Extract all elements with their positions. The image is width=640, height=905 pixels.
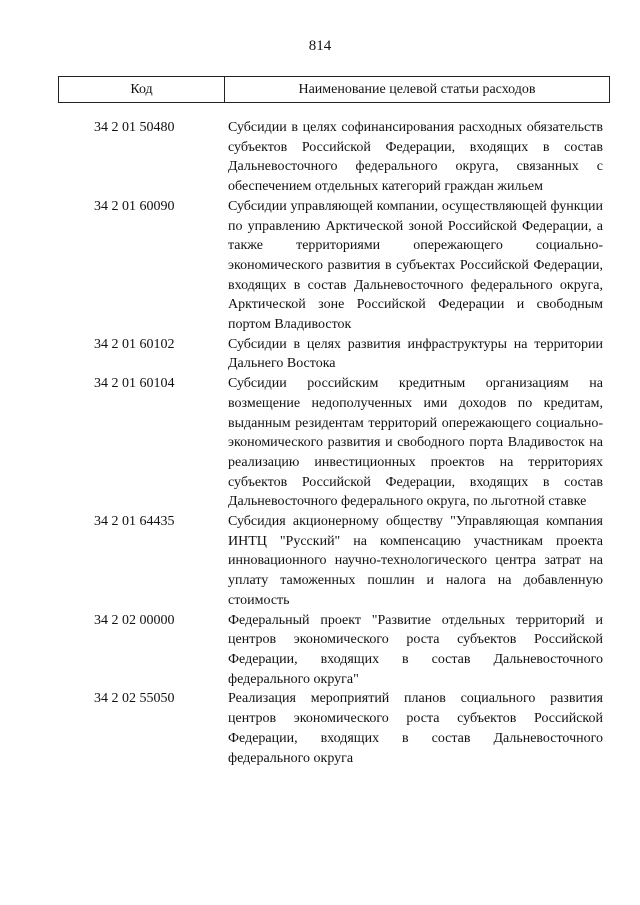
row-code: 34 2 01 50480 xyxy=(94,120,175,135)
row-description: Субсидии в целях развития инфраструктуры на территории Дальнего Востока xyxy=(228,336,603,372)
table-row xyxy=(0,512,640,611)
row-code: 34 2 01 60090 xyxy=(94,198,175,214)
row-description: Субсидии в целях софинансирования расходных обязательств субъектов Российской Федерации, входящих в состав Дальневосточного федерального округа, связанных с обеспечением отдельных категорий граждан жильем xyxy=(228,120,603,195)
row-description: Субсидии управляющей компании, осуществляющей функции по управлению Арктической зоной Российской Федерации, а также территориями опережающего социально-экономического развития в субъектах Российской Федерации, входящих в состав Дальневосточного федерального округа, Арктической зоне Российской Федерации и свободным портом Владивосток xyxy=(228,198,603,333)
page-number: 814 xyxy=(308,38,332,54)
row-code: 34 2 01 60102 xyxy=(94,336,175,352)
row-description: Федеральный проект "Развитие отдельных территорий и центров экономического роста субъектов Российской Федерации, входящих в состав Дальневосточного федерального округа" xyxy=(228,612,603,687)
row-description: Субсидия акционерному обществу "Управляющая компания ИНТЦ "Русский" на компенсацию участникам проекта инновационного научно-технологического центра затрат на уплату таможенных пошлин и налога на добавленную стоимость xyxy=(228,514,603,608)
table-row xyxy=(0,335,640,374)
header-code: Код xyxy=(59,77,225,102)
row-code: 34 2 01 60104 xyxy=(94,376,175,392)
row-code: 34 2 02 00000 xyxy=(94,612,175,628)
row-code: 34 2 02 55050 xyxy=(94,691,175,707)
row-description: Реализация мероприятий планов социального развития центров экономического роста субъектов Российской Федерации, входящих в состав Дальневосточного федерального округа xyxy=(228,691,603,766)
table-row xyxy=(0,118,640,197)
header-name: Наименование целевой статьи расходов xyxy=(298,81,536,97)
table-row xyxy=(0,689,640,768)
row-code: 34 2 01 64435 xyxy=(94,514,175,530)
table-row xyxy=(0,197,640,335)
table-header xyxy=(58,76,610,103)
table-row xyxy=(0,374,640,512)
row-description: Субсидии российским кредитным организациям на возмещение недополученных ими доходов по кредитам, выданным резидентам территорий опережающего социально-экономического развития и свободного порта Владивосток на реализацию инвестиционных проектов на территориях субъектов Российской Федерации, входящих в состав Дальневосточного федерального округа, по льготной ставке xyxy=(228,376,603,510)
table-body xyxy=(0,118,640,768)
table-row xyxy=(0,611,640,690)
